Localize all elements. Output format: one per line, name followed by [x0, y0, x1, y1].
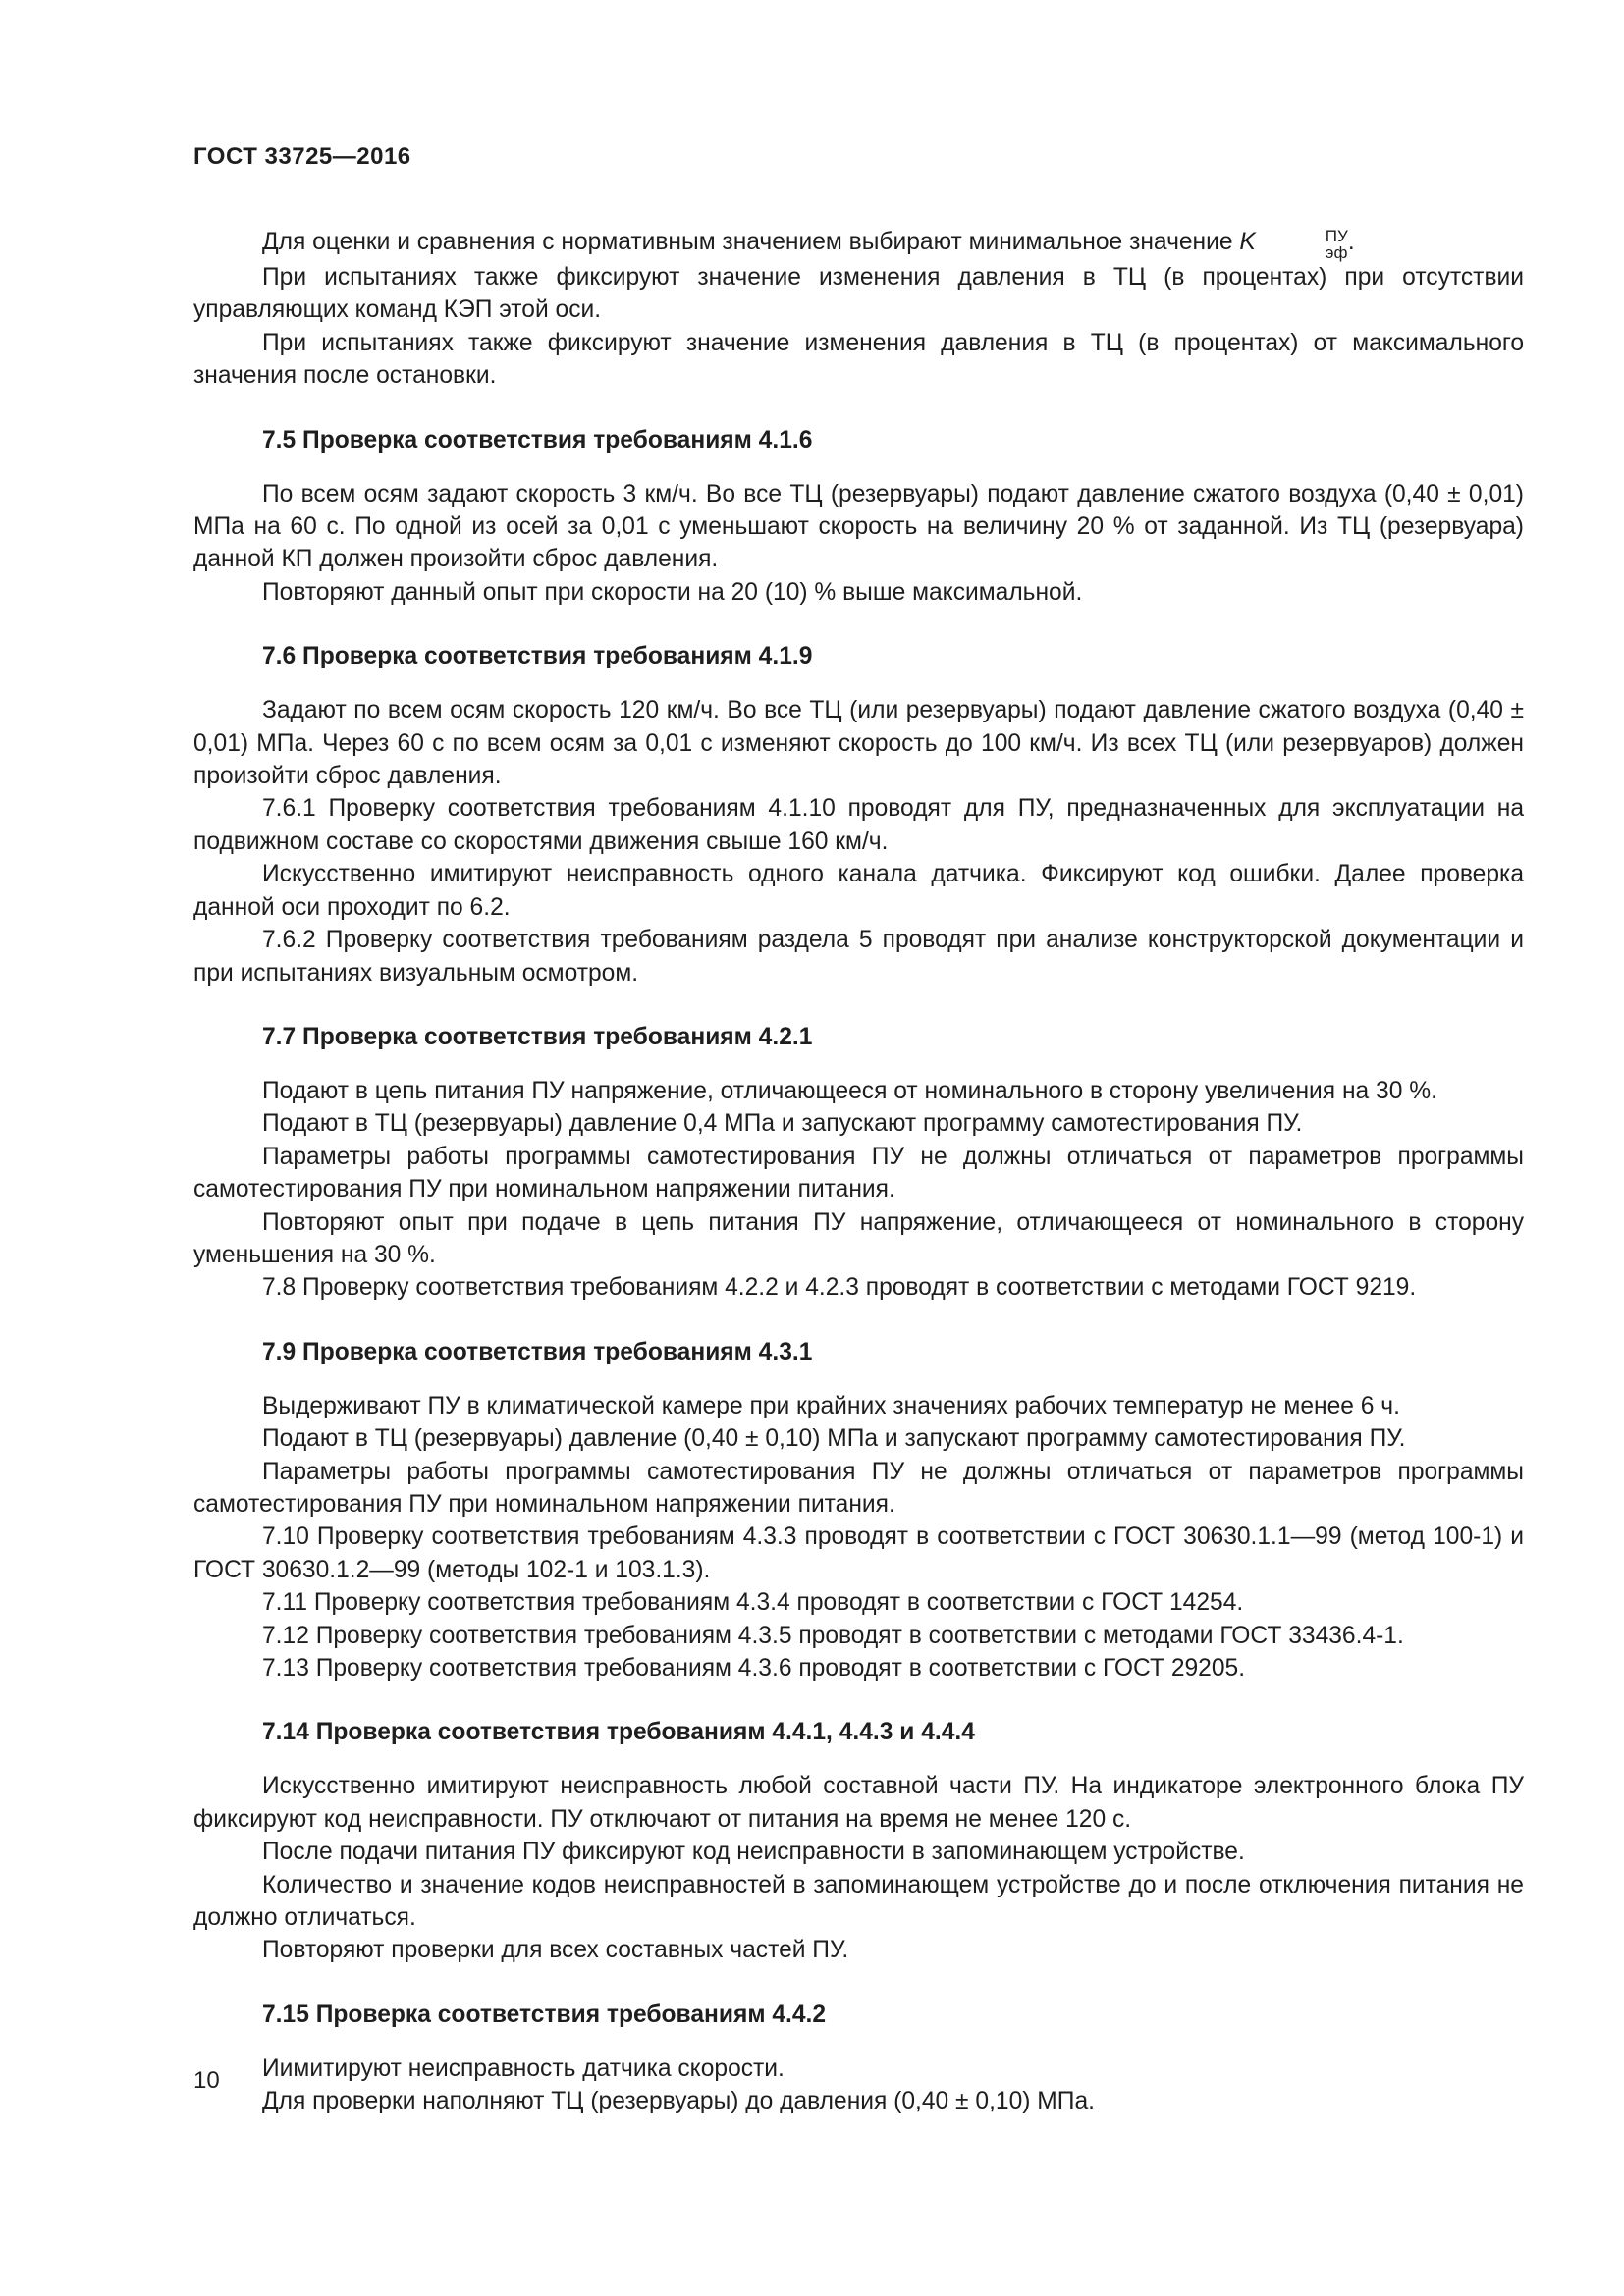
- paragraph: Задают по всем осям скорость 120 км/ч. Во все ТЦ (или резервуары) подают давление сжатого воздуха (0,40 ± 0,01) МПа. Через 60 с по всем осям за 0,01 с изменяют скорость до 100 км/ч. Из всех ТЦ (или резервуаров) должен произойти сброс давления.: [193, 697, 1524, 790]
- paragraph: Подают в цепь питания ПУ напряжение, отличающееся от номинального в сторону увеличения на 30 %.: [262, 1077, 1437, 1104]
- paragraph: Искусственно имитируют неисправность одного канала датчика. Фиксируют код ошибки. Далее проверка данной оси проходит по 6.2.: [193, 861, 1524, 921]
- paragraph: Повторяют опыт при подаче в цепь питания ПУ напряжение, отличающееся от номинального в сторону уменьшения на 30 %.: [193, 1208, 1524, 1268]
- paragraph: При испытаниях также фиксируют значение изменения давления в ТЦ (в процентах) от максимального значения после остановки.: [193, 329, 1524, 390]
- paragraph: 7.10 Проверку соответствия требованиям 4.3.3 проводят в соответствии с ГОСТ 30630.1.1—99 (метод 100-1) и ГОСТ 30630.1.2—99 (методы 102-1 и 103.1.3).: [193, 1523, 1524, 1583]
- paragraph: При испытаниях также фиксируют значение изменения давления в ТЦ (в процентах) при отсутствии управляющих команд КЭП этой оси.: [193, 264, 1524, 324]
- paragraph: Параметры работы программы самотестирования ПУ не должны отличаться от параметров программы самотестирования ПУ при номинальном напряжении питания.: [193, 1143, 1524, 1203]
- paragraph: После подачи питания ПУ фиксируют код неисправности в запоминающем устройстве.: [262, 1839, 1245, 1866]
- paragraph: Повторяют проверки для всех составных частей ПУ.: [262, 1937, 849, 1964]
- paragraph: Выдерживают ПУ в климатической камере при крайних значениях рабочих температур не менее 6 ч.: [262, 1392, 1400, 1419]
- paragraph: Искусственно имитируют неисправность любой составной части ПУ. На индикаторе электронного блока ПУ фиксируют код неисправности. ПУ отключают от питания на время не менее 120 с.: [193, 1773, 1524, 1833]
- paragraph: 7.8 Проверку соответствия требованиям 4.2.2 и 4.2.3 проводят в соответствии с методами ГОСТ 9219.: [262, 1274, 1417, 1302]
- paragraph: [193, 226, 1524, 261]
- paragraph-end: .: [1347, 229, 1355, 255]
- section-heading-7-7: 7.7 Проверка соответствия требованиям 4.2.1: [262, 1023, 813, 1050]
- section-heading-7-6: 7.6 Проверка соответствия требованиям 4.1.9: [262, 643, 813, 670]
- section-heading-7-9: 7.9 Проверка соответствия требованиям 4.3.1: [262, 1338, 813, 1365]
- paragraph: 7.6.1 Проверку соответствия требованиям 4.1.10 проводят для ПУ, предназначенных для эксплуатации на подвижном составе со скоростями движения свыше 160 км/ч.: [193, 795, 1524, 855]
- paragraph: 7.13 Проверку соответствия требованиям 4.3.6 проводят в соответствии с ГОСТ 29205.: [262, 1655, 1246, 1682]
- symbol-subscript: эф: [1325, 243, 1348, 262]
- section-heading-7-5: 7.5 Проверка соответствия требованиям 4.1.6: [262, 426, 813, 454]
- paragraph: 7.11 Проверку соответствия требованиям 4.3.4 проводят в соответствии с ГОСТ 14254.: [262, 1589, 1244, 1617]
- k-symbol: K: [1239, 229, 1256, 255]
- section-heading-7-14: 7.14 Проверка соответствия требованиям 4.4.1, 4.4.3 и 4.4.4: [262, 1719, 975, 1746]
- paragraph: Параметры работы программы самотестирования ПУ не должны отличаться от параметров программы самотестирования ПУ при номинальном напряжении питания.: [193, 1458, 1524, 1518]
- document-code: ГОСТ 33725—2016: [193, 143, 411, 170]
- paragraph: Иимитируют неисправность датчика скорости.: [262, 2055, 785, 2082]
- paragraph: 7.6.2 Проверку соответствия требованиям раздела 5 проводят при анализе конструкторской документации и при испытаниях визуальным осмотром.: [193, 927, 1524, 987]
- paragraph: Количество и значение кодов неисправностей в запоминающем устройстве до и после отключения питания не должно отличаться.: [193, 1871, 1524, 1932]
- page-number: 10: [193, 2067, 220, 2094]
- symbol-indices: [1257, 228, 1348, 261]
- paragraph: Подают в ТЦ (резервуары) давление (0,40 ± 0,10) МПа и запускают программу самотестирования ПУ.: [262, 1425, 1406, 1453]
- paragraph: По всем осям задают скорость 3 км/ч. Во все ТЦ (резервуары) подают давление сжатого воздуха (0,40 ± 0,01) МПа на 60 с. По одной из осей за 0,01 с уменьшают скорость на величину 20 % от заданной. Из ТЦ (резервуара) данной КП должен произойти сброс давления.: [193, 480, 1524, 573]
- symbol-superscript: ПУ: [1325, 227, 1348, 245]
- document-page: [193, 145, 1524, 2118]
- paragraph: Для проверки наполняют ТЦ (резервуары) до давления (0,40 ± 0,10) МПа.: [262, 2088, 1095, 2115]
- paragraph: 7.12 Проверку соответствия требованиям 4.3.5 проводят в соответствии с методами ГОСТ 33436.4-1.: [262, 1622, 1404, 1649]
- paragraph-text: Для оценки и сравнения с нормативным значением выбирают минимальное значение: [262, 229, 1240, 255]
- paragraph: Подают в ТЦ (резервуары) давление 0,4 МПа и запускают программу самотестирования ПУ.: [262, 1110, 1303, 1138]
- paragraph: Повторяют данный опыт при скорости на 20 (10) % выше максимальной.: [262, 578, 1083, 606]
- section-heading-7-15: 7.15 Проверка соответствия требованиям 4.4.2: [262, 2001, 827, 2028]
